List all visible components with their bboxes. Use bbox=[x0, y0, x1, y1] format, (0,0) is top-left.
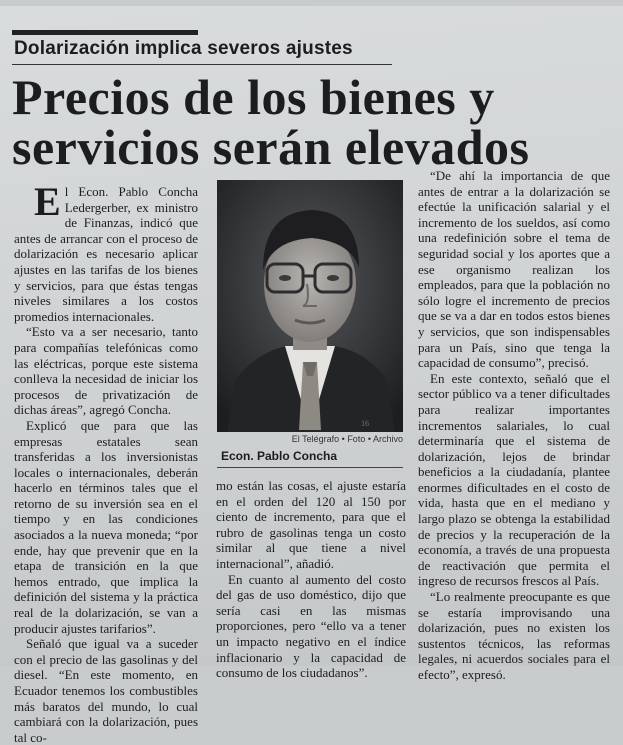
kicker: Dolarización implica severos ajustes bbox=[14, 38, 353, 59]
paragraph: “De ahí la importancia de que antes de entrar a la dolarización se efectúe la unificación salarial y el incremento de los sueldos, así como una redefinición sobre el tema de seguridad social y los aportes que a ese organismo realizan los empleados, para que la población no sólo logre el incremento de precios que se va a dar en todos estos bienes y servicios, que son indispensables para un País, sino que tenga la capacidad de consumo”, precisó. bbox=[418, 168, 610, 371]
drop-cap: E bbox=[34, 179, 61, 224]
newspaper-page bbox=[0, 6, 623, 745]
photo-credit: El Telégrafo • Foto • Archivo bbox=[291, 434, 403, 444]
headline-rule bbox=[12, 64, 392, 65]
paragraph: En este contexto, señaló que el sector público va a tener dificultades para realizar importantes incrementos salariales, lo cual determinaría que el sistema de dolarización, lejos de brindar beneficios a la ciudadanía, plantee enormes dificultades en el costo de vida, hasta que en el mediano y largo plazo se obtenga la estabilidad de precios y la recuperación de la economía, a través de una propuesta de reactivación que permita el ingreso de recursos frescos al País. bbox=[418, 370, 610, 589]
paragraph-text: l Econ. Pablo Concha Ledergerber, ex ministro de Finanzas, indicó que antes de arrancar con el proceso de dolarización es necesario aplicar ajustes en las tarifas de los bienes y servicios, para que éstas tengas niveles similares a los costos promedios internacionales. bbox=[14, 184, 198, 324]
portrait-image bbox=[217, 180, 403, 432]
svg-text:16: 16 bbox=[361, 419, 369, 428]
photo-caption: Econ. Pablo Concha bbox=[221, 449, 338, 463]
paragraph: Explicó que para que las empresas estatales sean transferidas a los inversionistas locales o internacionales, deberán hacerlo en términos tales que el retorno de su inversión sea en el tiempo y en las condiciones asociados a la nueva moneda; “por ende, hay que prevenir que en la etapa de transición en la que hemos entrado, que implica la definición del sistema y la práctica real de la dolarización, se van a producir ajustes tarifarios”. bbox=[14, 417, 198, 636]
article-column-3 bbox=[418, 168, 610, 683]
paragraph: Señaló que igual va a suceder con el precio de las gasolinas y del diesel. “En este momento, en Ecuador tenemos los combustibles más baratos del mundo, lo cual cambiará con la dolarización, pues tal co- bbox=[14, 636, 198, 745]
article-column-1 bbox=[14, 179, 198, 745]
portrait-photo bbox=[217, 180, 403, 432]
paragraph: “Esto va a ser necesario, tanto para compañías telefónicas como las eléctricas, porque este sistema conlleva la necesidad de iniciar los procesos de privatización de dichas áreas”, agregó Concha. bbox=[14, 324, 198, 418]
paragraph: “Lo realmente preocupante es que se estaría improvisando una dolarización, pues no existen los sustentos técnicos, las reformas legales, ni acuerdos sociales para el efecto”, expresó. bbox=[418, 589, 610, 682]
paragraph bbox=[14, 179, 198, 324]
headline: Precios de los bienes y servicios serán elevados bbox=[12, 69, 530, 175]
article-column-2 bbox=[216, 478, 406, 681]
kicker-rule bbox=[12, 30, 198, 35]
caption-rule bbox=[217, 467, 403, 468]
paragraph: En cuanto al aumento del costo del gas de uso doméstico, dijo que sería casi en las mismas proporciones, pero “ello va a tener un impacto negativo en el índice inflacionario y la capacidad de consumo de los ciudadanos”. bbox=[216, 571, 406, 681]
paragraph: mo están las cosas, el ajuste estaría en el orden del 120 al 150 por ciento de incremento, para que el rubro de gasolinas tenga un costo similar al que tiene a nivel internacional”, añadió. bbox=[216, 478, 406, 571]
